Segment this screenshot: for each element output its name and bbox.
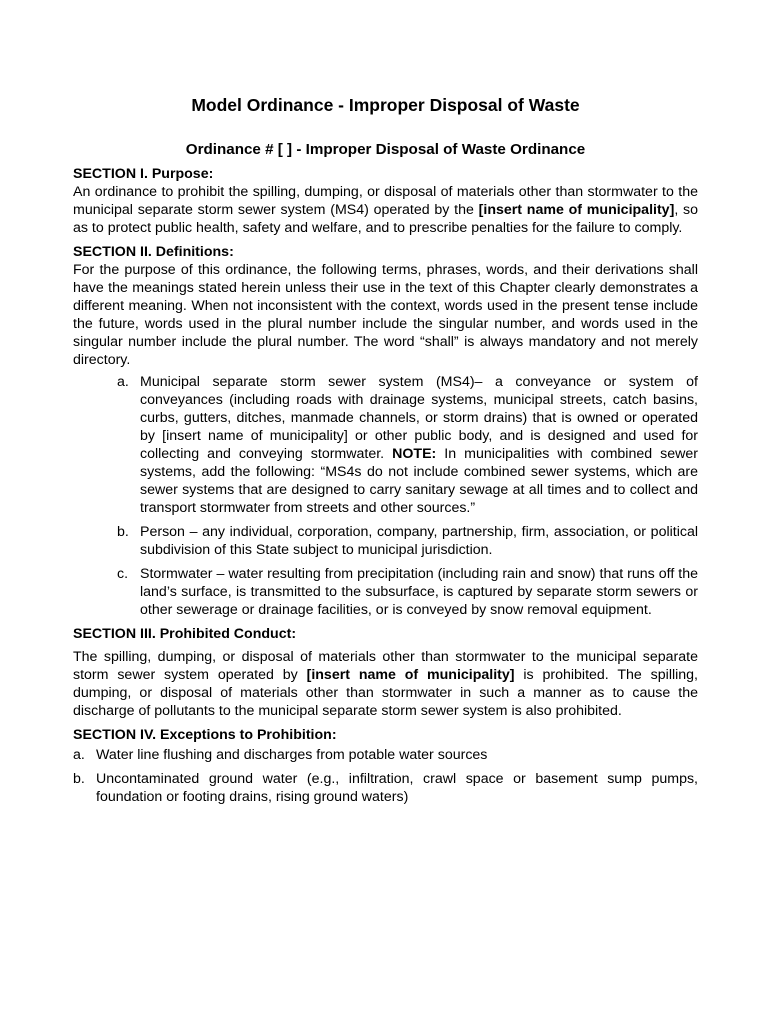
exception-item: b. Uncontaminated ground water (e.g., infiltration, crawl space or basement sump pumps, foundation or footing drains, rising ground waters)	[73, 771, 698, 805]
definition-item-stormwater: c. Stormwater – water resulting from precipitation (including rain and snow) that runs off the land’s surface, is transmitted to the subsurface, is captured by separate storm sewers or other sewerage or drainage facilities, or is conveyed by snow removal equipment.	[117, 566, 698, 618]
insert-municipality-placeholder: [insert name of municipality]	[478, 202, 675, 218]
definitions-list	[73, 373, 698, 619]
section-2-heading: SECTION II. Definitions:	[73, 244, 234, 260]
definition-item-ms4: a. Municipal separate storm sewer system (MS4)– a conveyance or system of conveyances (including roads with drainage systems, municipal streets, catch basins, curbs, gutters, ditches, manmade channels, or storm drains) that is owned or operated by [insert name of municipality] or other public body, and is designed and used for collecting and conveying stormwater. NOTE: In municipalities with combined sewer systems, add the following: “MS4s do not include combined sewer systems, which are sewer systems that are designed to carry sanitary sewage at all times and to collect and transport stormwater from streets and other sources.”	[117, 374, 698, 516]
section-1-text: An ordinance to prohibit the spilling, dumping, or disposal of materials other than stormwater to the municipal separate storm sewer system (MS4) operated by the [insert name of municipality], so as to protect public health, safety and welfare, and to prescribe penalties for the failure to comply.	[73, 184, 699, 236]
section-1-heading: SECTION I. Purpose:	[73, 166, 214, 182]
section-2-intro: For the purpose of this ordinance, the following terms, phrases, words, and their derivations shall have the meanings stated herein unless their use in the text of this Chapter clearly demonstrates a different meaning. When not inconsistent with the context, words used in the present tense include the future, words used in the plural number include the singular number, and words used in the singular number include the plural number. The word “shall” is always mandatory and not merely directory.	[73, 262, 698, 368]
document-title: Model Ordinance - Improper Disposal of Waste	[191, 95, 580, 115]
section-3-heading: SECTION III. Prohibited Conduct:	[73, 626, 297, 642]
section-3-text: The spilling, dumping, or disposal of materials other than stormwater to the municipal separate storm sewer system operated by [insert name of municipality] is prohibited. The spilling, dumping, or disposal of materials other than stormwater in such a manner as to cause the discharge of pollutants to the municipal separate storm sewer system is also prohibited.	[73, 649, 698, 719]
definition-item-person: b. Person – any individual, corporation, company, partnership, firm, association, or political subdivision of this State subject to municipal jurisdiction.	[117, 524, 698, 558]
exceptions-list	[73, 746, 698, 806]
note-label: NOTE:	[392, 446, 437, 462]
exception-item: a. Water line flushing and discharges from potable water sources	[73, 747, 488, 763]
insert-municipality-placeholder: [insert name of municipality]	[306, 667, 515, 683]
ordinance-subtitle: Ordinance # [ ] - Improper Disposal of Waste Ordinance	[185, 141, 586, 158]
section-4-heading: SECTION IV. Exceptions to Prohibition:	[73, 727, 337, 743]
list-marker: a.	[117, 374, 129, 390]
list-marker: b.	[117, 524, 129, 540]
list-marker: c.	[117, 566, 129, 582]
list-marker: b.	[73, 771, 85, 787]
list-marker: a.	[73, 747, 85, 763]
